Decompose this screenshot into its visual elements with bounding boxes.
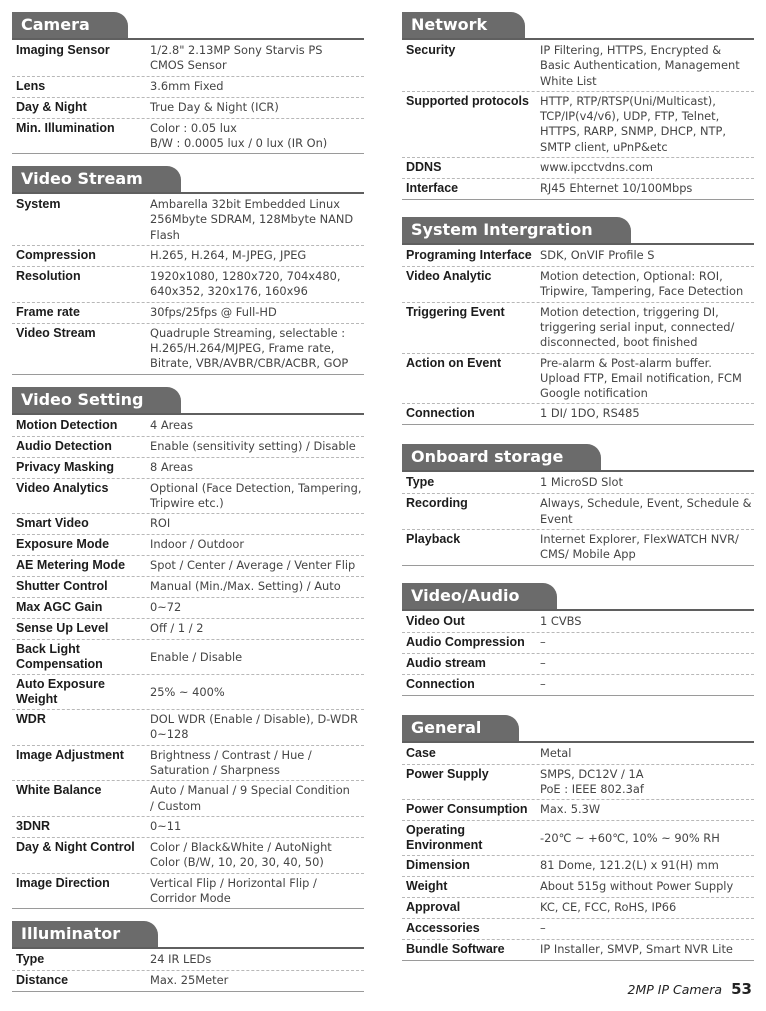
spec-value: 30fps/25fps @ Full-HD [150,304,277,319]
spec-value: 81 Dome, 121.2(L) x 91(H) mm [540,858,719,873]
spec-label: Distance [16,973,69,988]
spec-value: 1 CVBS [540,613,582,628]
spec-value: True Day & Night (ICR) [150,99,279,114]
spec-row [12,577,364,598]
spec-label: Lens [16,78,46,93]
spec-label: Power Supply [406,766,489,781]
footer-title: 2MP IP Camera [627,982,723,997]
spec-value: Max. 25Meter [150,973,229,988]
spec-value: DOL WDR (Enable / Disable), D-WDR 0~128 [150,712,358,742]
section-header [12,12,364,40]
spec-row [402,940,754,961]
spec-value: IP Filtering, HTTPS, Encrypted & Basic Authentication, Management White List [540,43,740,88]
spec-value: 25% ~ 400% [150,684,225,699]
spec-row [12,303,364,324]
spec-label: Day & Night [16,99,87,114]
spec-row [12,675,364,710]
spec-row [402,856,754,877]
spec-row [12,619,364,640]
spec-value: – [540,655,546,670]
spec-label: Sense Up Level [16,621,109,636]
spec-value: 4 Areas [150,417,194,432]
spec-label: Video Analytics [16,480,109,495]
section-illuminator [12,921,364,992]
spec-value: Off / 1 / 2 [150,621,204,636]
section-title: Onboard storage [402,444,601,470]
section-camera [12,12,364,154]
spec-value: Motion detection, triggering DI, triggering serial input, connected/ disconnected, boot finished [540,304,735,350]
spec-value: Spot / Center / Average / Venter Flip [150,558,356,573]
section-header [12,166,364,194]
spec-label: AE Metering Mode [16,558,126,573]
spec-row [12,324,364,375]
spec-row [402,267,754,303]
spec-label: DDNS [406,160,442,175]
spec-row [12,640,364,675]
spec-value: Motion detection, Optional: ROI, Tripwire, Tampering, Face Detection [540,269,744,299]
spec-label: Video Stream [16,325,96,340]
spec-label: Smart Video [16,516,89,531]
spec-label: Bundle Software [406,942,505,957]
spec-label: Action on Event [406,355,502,370]
spec-label: White Balance [16,783,102,798]
spec-label: Connection [406,676,475,691]
spec-value: Manual (Min./Max. Setting) / Auto [150,579,341,594]
section-onboard-storage [402,444,754,565]
spec-row [402,633,754,654]
spec-label: 3DNR [16,818,51,833]
spec-label: Security [406,43,456,57]
spec-label: Video Out [406,613,465,628]
spec-row [12,246,364,267]
section-network [402,12,754,200]
spec-label: Exposure Mode [16,537,110,552]
spec-label: Imaging Sensor [16,43,110,57]
spec-value: Indoor / Outdoor [150,537,245,552]
page-footer [628,979,752,998]
spec-value: SDK, OnVIF Profile S [540,248,655,263]
spec-row [402,765,754,801]
spec-row [12,950,364,971]
spec-row [12,41,364,77]
spec-label: Image Adjustment [16,747,124,762]
spec-row [402,404,754,425]
spec-value: Enable (sensitivity setting) / Disable [150,438,356,453]
section-video-setting [12,387,364,910]
spec-row [402,800,754,821]
spec-label: Video Analytic [406,269,492,284]
spec-row [402,179,754,200]
spec-label: Audio Compression [406,634,525,649]
spec-value: – [540,634,546,649]
spec-value: ROI [150,516,171,531]
spec-value: Brightness / Contrast / Hue / Saturation / Sharpness [150,747,312,778]
section-header [402,583,754,611]
section-header [402,715,754,743]
section-header [402,217,754,245]
spec-value: Vertical Flip / Horizontal Flip / Corridor Mode [150,875,317,905]
spec-row [12,598,364,619]
spec-value: 0~11 [150,818,182,833]
spec-row [12,267,364,303]
left-column [12,12,364,992]
spec-row [402,898,754,919]
spec-row [12,437,364,458]
spec-label: Day & Night Control [16,839,135,854]
section-title: Network [402,12,525,38]
spec-value: – [540,921,546,936]
spec-row [12,874,364,910]
spec-row [12,781,364,817]
spec-value: 0~72 [150,600,182,615]
section-header [12,921,364,949]
spec-row [12,514,364,535]
spec-label: Power Consumption [406,802,528,817]
spec-label: Programing Interface [406,248,532,263]
right-column [402,12,754,961]
spec-row [402,654,754,675]
spec-label: Compression [16,248,96,263]
spec-label: Type [406,475,435,490]
spec-label: Triggering Event [406,304,505,319]
spec-row [12,119,364,155]
spec-row [12,971,364,992]
spec-label: Privacy Masking [16,459,114,474]
spec-value: H.265, H.264, M-JPEG, JPEG [150,248,307,263]
section-title: General [402,715,519,741]
spec-label: Dimension [406,858,470,873]
section-title: Camera [12,12,128,38]
section-video-stream [12,166,364,374]
section-title: Video Stream [12,166,181,192]
spec-label: Max AGC Gain [16,600,103,615]
spec-value: 1/2.8" 2.13MP Sony Starvis PS CMOS Sensor [150,43,323,73]
spec-label: Playback [406,532,461,547]
spec-value: – [540,676,546,691]
spec-row [402,612,754,633]
spec-value: Color : 0.05 lux B/W : 0.0005 lux / 0 lux (IR On) [150,120,328,150]
spec-value: Auto / Manual / 9 Special Condition / Custom [150,783,350,813]
spec-row [402,158,754,179]
spec-row [402,473,754,494]
spec-row [12,556,364,577]
spec-row [12,817,364,838]
spec-value: KC, CE, FCC, RoHS, IP66 [540,900,677,915]
spec-row [12,98,364,119]
spec-row [12,710,364,746]
spec-value: Max. 5.3W [540,802,601,817]
spec-row [12,535,364,556]
spec-label: Min. Illumination [16,120,115,135]
spec-row [12,746,364,782]
spec-label: Interface [406,181,459,196]
spec-value: Quadruple Streaming, selectable : H.265/H.264/MJPEG, Frame rate, Bitrate, VBR/AVBR/CBR/ACBR, GOP [150,325,349,371]
spec-row [402,246,754,267]
spec-label: Resolution [16,269,81,284]
spec-value: IP Installer, SMVP, Smart NVR Lite [540,942,733,957]
section-title: Video/Audio [402,583,557,609]
spec-label: System [16,197,61,212]
spec-label: Case [406,745,436,760]
section-header [402,444,754,472]
section-system-intergration [402,217,754,425]
spec-row [402,494,754,530]
spec-value: 1 MicroSD Slot [540,475,623,490]
spec-label: Approval [406,900,461,915]
spec-label: Supported protocols [406,93,529,108]
spec-label: Frame rate [16,304,80,319]
spec-value: Ambarella 32bit Embedded Linux 256Mbyte SDRAM, 128Mbyte NAND Flash [150,197,354,242]
spec-label: Operating Environment [406,823,483,853]
spec-value: About 515g without Power Supply [540,879,734,894]
spec-value: RJ45 Ehternet 10/100Mbps [540,181,693,196]
spec-label: Shutter Control [16,579,108,594]
spec-row [12,195,364,246]
spec-label: Image Direction [16,875,110,890]
spec-value: -20℃ ~ +60℃, 10% ~ 90% RH [540,830,720,845]
section-header [402,12,754,40]
spec-label: Accessories [406,921,480,936]
spec-value: Color / Black&White / AutoNight Color (B/W, 10, 20, 30, 40, 50) [150,839,332,870]
spec-value: Metal [540,745,572,760]
spec-label: Back Light Compensation [16,642,103,672]
spec-value: Internet Explorer, FlexWATCH NVR/ CMS/ Mobile App [540,532,739,562]
section-header [12,387,364,415]
spec-value: 1920x1080, 1280x720, 704x480, 640x352, 320x176, 160x96 [150,269,341,299]
spec-label: Audio stream [406,655,486,670]
spec-label: Connection [406,406,475,421]
spec-row [12,77,364,98]
section-title: Video Setting [12,387,181,413]
spec-row [12,458,364,479]
spec-value: 8 Areas [150,459,194,474]
spec-label: Recording [406,496,468,511]
spec-value: 24 IR LEDs [150,952,212,967]
page-number: 53 [731,980,752,998]
spec-row [402,877,754,898]
section-title: System Intergration [402,217,631,243]
spec-row [402,530,754,566]
spec-row [402,919,754,940]
spec-row [402,821,754,856]
spec-row [12,479,364,515]
spec-value: HTTP, RTP/RTSP(Uni/Multicast), TCP/IP(v4/v6), UDP, FTP, Telnet, HTTPS, RARP, SNMP, DHCP, NTP, SMTP client, uPnP&etc [540,93,726,154]
spec-label: Type [16,952,45,967]
spec-row [402,354,754,405]
spec-row [12,416,364,437]
spec-label: Audio Detection [16,438,112,453]
spec-row [12,838,364,874]
spec-label: Weight [406,879,448,894]
spec-label: WDR [16,712,46,727]
spec-row [402,303,754,354]
spec-value: Always, Schedule, Event, Schedule & Event [540,496,752,526]
spec-row [402,41,754,92]
spec-label: Motion Detection [16,417,118,432]
spec-row [402,744,754,765]
section-general [402,715,754,962]
section-video-audio [402,583,754,696]
spec-value: www.ipcctvdns.com [540,160,653,175]
section-title: Illuminator [12,921,158,947]
spec-label: Auto Exposure Weight [16,677,105,707]
spec-value: 3.6mm Fixed [150,78,224,93]
spec-value: Optional (Face Detection, Tampering, Tripwire etc.) [150,480,362,510]
spec-value: 1 DI/ 1DO, RS485 [540,406,640,421]
spec-value: Enable / Disable [150,649,243,664]
spec-row [402,92,754,158]
spec-value: Pre-alarm & Post-alarm buffer. Upload FTP, Email notification, FCM Google notification [540,355,742,401]
spec-row [402,675,754,696]
spec-value: SMPS, DC12V / 1A PoE : IEEE 802.3af [540,766,644,796]
